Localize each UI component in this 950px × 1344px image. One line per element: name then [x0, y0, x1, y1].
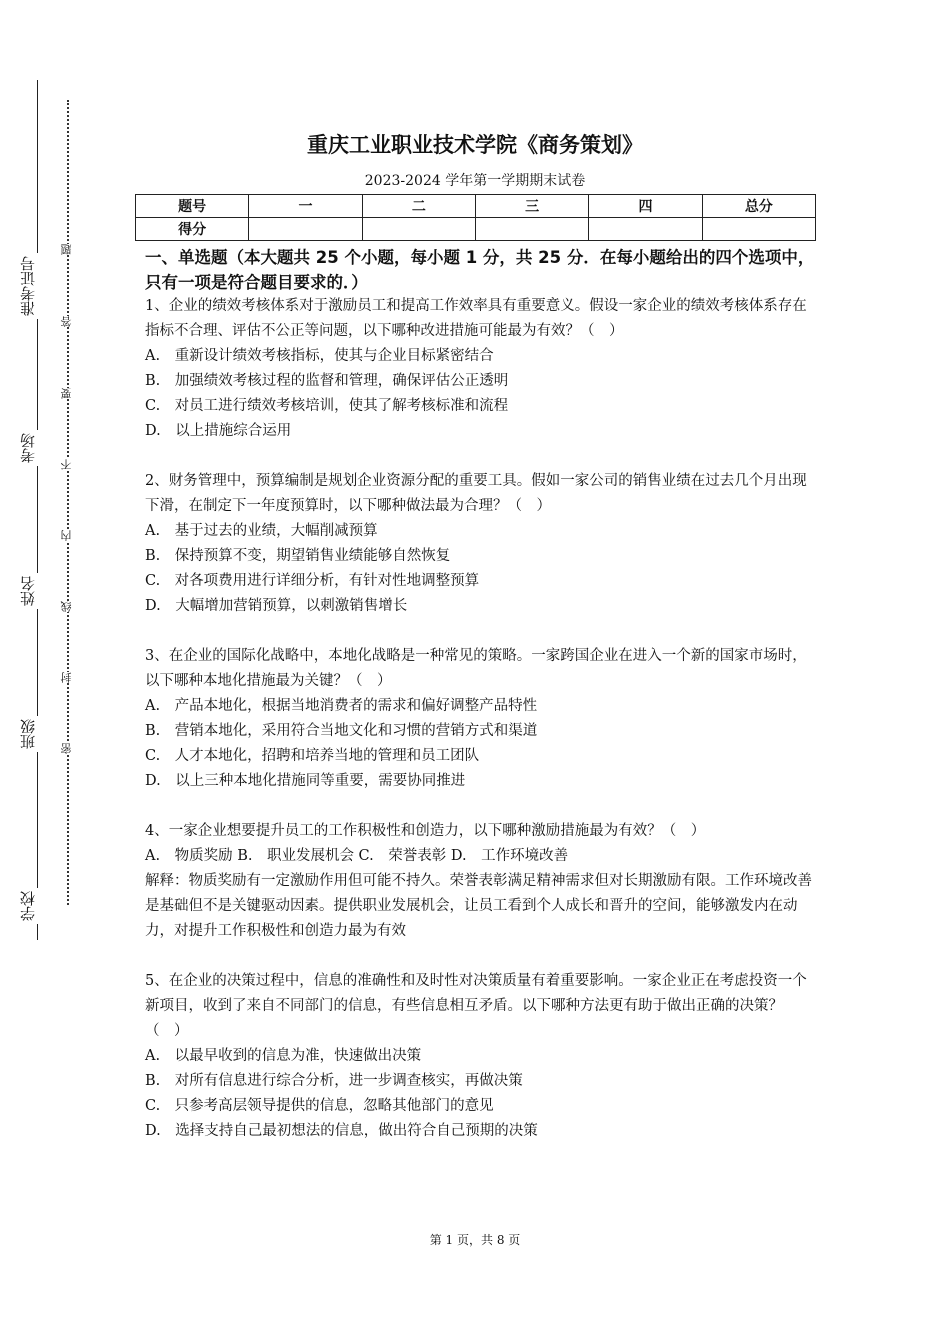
seal-char: 不 — [60, 459, 76, 470]
seal-char: 题 — [60, 244, 76, 255]
label-exam-number: 准考证号 — [20, 253, 44, 319]
option-c: C. 对各项费用进行详细分析，有针对性地调整预算 — [145, 573, 480, 589]
option-c: C. 人才本地化，招聘和培养当地的管理和员工团队 — [145, 748, 480, 764]
question-5 — [145, 969, 817, 1144]
page-number: 第 1 页，共 8 页 — [429, 1233, 521, 1247]
seal-char: 答 — [60, 316, 76, 327]
option-a: A. 基于过去的业绩，大幅削减预算 — [145, 523, 378, 539]
option-a: A. 重新设计绩效考核指标，使其与企业目标紧密结合 — [145, 348, 494, 364]
option-d: D. 以上三种本地化措施同等重要，需要协同推进 — [145, 773, 466, 789]
section-heading: 一、单选题（本大题共 25 个小题，每小题 1 分，共 25 分．在每小题给出的四个选项中，只有一项是符合题目要求的．） — [145, 248, 815, 292]
score-input-cell — [589, 218, 702, 241]
question-4 — [145, 819, 817, 944]
score-table-cell: 得分 — [136, 218, 249, 241]
explanation-text: 解释：物质奖励有一定激励作用但可能不持久。荣誉表彰满足精神需求但对长期激励有限。工作环境改善是基础但不是关键驱动因素。提供职业发展机会，让员工看到个人成长和晋升的空间，能够激发内在动力，对提升工作积极性和创造力最为有效 — [145, 873, 812, 939]
question-text: 5、在企业的决策过程中，信息的准确性和及时性对决策质量有着重要影响。一家企业正在考虑投资一个新项目，收到了来自不同部门的信息，有些信息相互矛盾。以下哪种方法更有助于做出正确的决策？（ ） — [145, 973, 807, 1039]
question-text: 2、财务管理中，预算编制是规划企业资源分配的重要工具。假如一家公司的销售业绩在过去几个月出现下滑，在制定下一年度预算时，以下哪种做法最为合理？（ ） — [145, 473, 807, 514]
option-a: A. 以最早收到的信息为准，快速做出决策 — [145, 1048, 422, 1064]
option-d: D. 以上措施综合运用 — [145, 423, 292, 439]
score-table-score-row — [136, 218, 816, 241]
option-b: B. 保持预算不变，期望销售业绩能够自然恢复 — [145, 548, 451, 564]
seal-char: 要 — [60, 388, 76, 399]
question-text: 3、在企业的国际化战略中，本地化战略是一种常见的策略。一家跨国企业在进入一个新的国家市场时，以下哪种本地化措施最为关键？（ ） — [145, 648, 807, 689]
option-b: B. 加强绩效考核过程的监督和管理，确保评估公正透明 — [145, 373, 509, 389]
score-input-cell — [702, 218, 815, 241]
score-input-cell — [362, 218, 475, 241]
score-table-cell: 四 — [589, 195, 702, 218]
option-d: D. 大幅增加营销预算，以刺激销售增长 — [145, 598, 408, 614]
score-input-cell — [249, 218, 362, 241]
label-name: 姓名 — [20, 573, 44, 609]
seal-char: 内 — [60, 530, 76, 541]
seal-char: 封 — [60, 672, 76, 683]
score-table-cell: 题号 — [136, 195, 249, 218]
options-inline: A. 物质奖励 B. 职业发展机会 C. 荣誉表彰 D. 工作环境改善 — [145, 848, 569, 864]
question-list — [145, 294, 817, 1144]
score-table-cell: 一 — [249, 195, 362, 218]
question-2 — [145, 469, 817, 619]
option-c: C. 只参考高层领导提供的信息，忽略其他部门的意见 — [145, 1098, 494, 1114]
margin-dotted-line — [67, 100, 69, 905]
score-table-cell: 总分 — [702, 195, 815, 218]
score-table-cell: 三 — [475, 195, 588, 218]
label-class: 班级 — [20, 716, 44, 752]
question-text: 4、一家企业想要提升员工的工作积极性和创造力，以下哪种激励措施最为有效？（ ） — [145, 823, 706, 839]
binding-margin — [0, 0, 130, 1344]
question-1 — [145, 294, 817, 444]
margin-solid-line — [37, 80, 38, 940]
exam-subtitle: 2023-2024 学年第一学期期末试卷 — [364, 173, 586, 189]
question-text: 1、企业的绩效考核体系对于激励员工和提高工作效率具有重要意义。假设一家企业的绩效考核体系存在指标不合理、评估不公正等问题，以下哪种改进措施可能最为有效？（ ） — [145, 298, 807, 339]
score-table-cell: 二 — [362, 195, 475, 218]
seal-char: 密 — [60, 743, 76, 754]
exam-title: 重庆工业职业技术学院《商务策划》 — [307, 133, 643, 157]
option-a: A. 产品本地化，根据当地消费者的需求和偏好调整产品特性 — [145, 698, 538, 714]
score-input-cell — [475, 218, 588, 241]
label-school: 学校 — [20, 888, 44, 924]
option-b: B. 营销本地化，采用符合当地文化和习惯的营销方式和渠道 — [145, 723, 538, 739]
label-exam-room: 考场 — [20, 430, 44, 466]
score-table — [135, 194, 816, 241]
option-b: B. 对所有信息进行综合分析，进一步调查核实，再做决策 — [145, 1073, 523, 1089]
seal-char: 线 — [60, 601, 76, 612]
option-c: C. 对员工进行绩效考核培训，使其了解考核标准和流程 — [145, 398, 509, 414]
option-d: D. 选择支持自己最初想法的信息，做出符合自己预期的决策 — [145, 1123, 538, 1139]
question-3 — [145, 644, 817, 794]
score-table-header-row — [136, 195, 816, 218]
